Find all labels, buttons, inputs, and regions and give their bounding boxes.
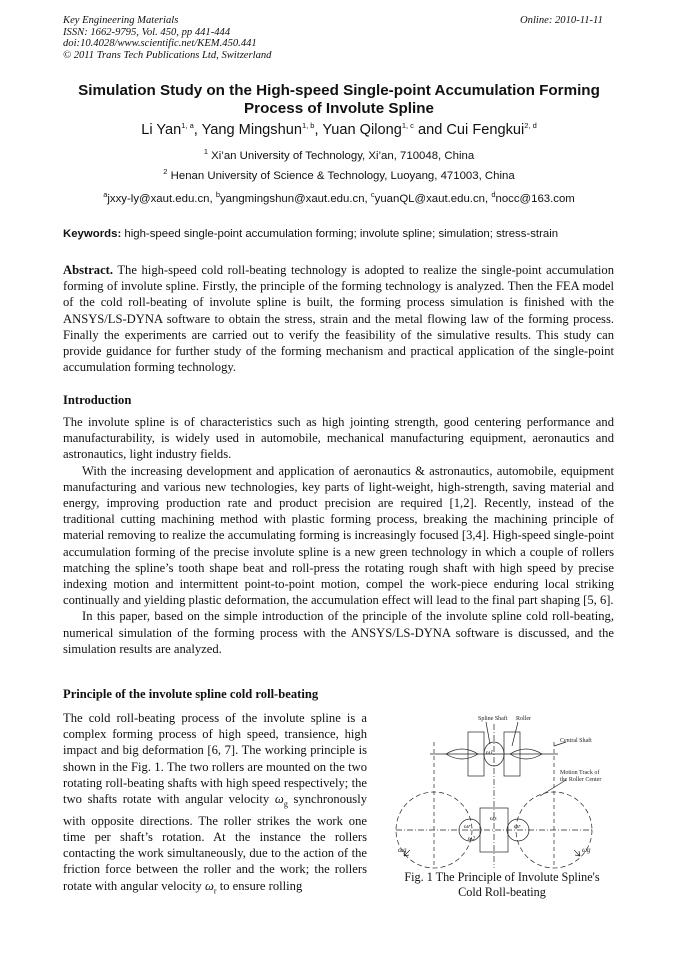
label-ws: ωs	[490, 816, 497, 822]
label-motion-track-2: the Roller Center	[560, 777, 602, 783]
affiliation-1	[40, 147, 638, 162]
label-w2: ω2	[468, 836, 476, 842]
author-name: , Yuan Qilong	[314, 122, 402, 138]
principle-body	[63, 710, 367, 899]
paragraph	[63, 710, 367, 899]
label-spline-shaft: Spline Shaft	[478, 716, 508, 722]
label-motion-track-1: Motion Track of	[560, 770, 600, 776]
email-sup: c	[370, 190, 375, 200]
text-run: to ensure rolling	[216, 878, 303, 893]
caption-line-2: Cold Roll-beating	[458, 885, 546, 899]
author-name: Li Yan	[141, 122, 182, 138]
paragraph: The involute spline is of characteristics such as high jointing strength, good centering performance and manufacturability, is widely used in automobile, mechanical manufacturing equipment, aeronautics and astronautics, light industry fields.	[63, 415, 614, 462]
arrow-wg-right	[574, 850, 580, 856]
email-sup: d	[491, 190, 496, 200]
keywords	[63, 228, 623, 240]
author-sup: 1, b	[301, 121, 315, 131]
abstract-label: Abstract.	[63, 263, 114, 277]
author-list	[40, 122, 638, 138]
abstract	[63, 262, 614, 375]
email-link[interactable]: jxxy-ly@xaut.edu.cn,	[107, 193, 216, 205]
author-name: and Cui Fengkui	[413, 122, 525, 138]
title-line-2: Process of Involute Spline	[244, 100, 434, 117]
aff-sup: 1	[203, 147, 208, 157]
leader-spline-shaft	[486, 722, 490, 744]
aff-text: Xi’an University of Technology, Xi’an, 710048, China	[208, 150, 475, 162]
aff-text: Henan University of Science & Technology, Luoyang, 471003, China	[167, 170, 515, 182]
section-heading-principle: Principle of the involute spline cold roll-beating	[63, 687, 319, 701]
journal-issn: ISSN: 1662-9795, Vol. 450, pp 441-444	[63, 26, 231, 38]
label-wr-left: ωr	[464, 824, 471, 830]
keywords-text: high-speed single-point accumulation forming; involute spline; simulation; stress-strain	[121, 228, 559, 240]
author-name: , Yang Mingshun	[193, 122, 302, 138]
label-w1: ω1	[486, 750, 494, 756]
introduction-body	[63, 414, 614, 657]
title-line-1: Simulation Study on the High-speed Single-point Accumulation Forming	[78, 82, 600, 99]
paper-title	[40, 82, 638, 118]
email-link[interactable]: nocc@163.com	[495, 193, 575, 205]
author-sup: 1, a	[181, 121, 194, 131]
section-heading-introduction: Introduction	[63, 393, 132, 407]
email-link[interactable]: yuanQL@xaut.edu.cn,	[374, 193, 492, 205]
online-date: Online: 2010-11-11	[520, 15, 603, 26]
affiliation-2	[40, 167, 638, 182]
email-link[interactable]: yangmingshun@xaut.edu.cn,	[219, 193, 371, 205]
label-wg-left: ωg	[398, 846, 407, 854]
email-list	[40, 190, 638, 205]
text-run: The cold roll-beating process of the involute spline is a complex forming process of high speed, transience, high impact and big deformation [6, 7]. The working principle is shown in the Fig. 1. The two rollers are mounted on the two rotating roll-beating shafts with high speed respectively; the two shafts rotate with angular velocity	[63, 711, 367, 807]
omega-symbol: ω	[274, 792, 284, 807]
label-roller: Roller	[516, 716, 531, 722]
text-run: synchronously with opposite directions. The roller strikes the work one time per shaft’s rotation. At the instance the rollers contacting the work simultaneously, due to the action of the friction force between the roller and the work; the rollers rotate with angular velocity	[63, 792, 367, 893]
journal-copyright: © 2011 Trans Tech Publications Ltd, Switzerland	[63, 49, 272, 61]
email-sup: b	[215, 190, 220, 200]
caption-line-1: Fig. 1 The Principle of Involute Spline's	[404, 870, 600, 884]
journal-doi: doi:10.4028/www.scientific.net/KEM.450.441	[63, 38, 257, 50]
paragraph: In this paper, based on the simple introduction of the principle of the involute spline cold roll-beating, numerical simulation of the forming process with the ANSYS/LS-DYNA software is discussed, and the simulation results are analyzed.	[63, 609, 614, 656]
figure-caption	[380, 870, 624, 900]
email-sup: a	[103, 190, 108, 200]
keywords-label: Keywords:	[63, 228, 122, 240]
label-central-shaft: Central Shaft	[560, 738, 592, 744]
author-sup: 1, c	[401, 121, 414, 131]
author-sup: 2, d	[524, 121, 537, 131]
leader-roller	[512, 722, 518, 746]
paragraph: With the increasing development and application of aeronautics & astronautics, automobile, equipment manufacturing and various new technologies, key parts of light-weight, high-strength, saving material and energy, improving production rate and product precision are required [1,2]. Recently, instead of the traditional cutting machining method with plastic forming process, breaking the machining principle of material removing to realize the accumulating forming is increasingly focused [3,4]. High-speed single-point accumulation forming of the precise involute spline is a new green technology in which a couple of rollers matching the spline’s tooth shape beat and roll-press the rotating rough shaft with high speed by precise indexing motion and intermittent point-to-point motion, compel the work-piece enduring local striking continually and yielding plastic deformation, the accumulation effect will lead to the final part shaping [5, 6].	[63, 463, 614, 608]
label-wg-right: ωg	[582, 846, 591, 854]
abstract-text: The high-speed cold roll-beating technology is adopted to realize the single-point accumulation forming of involute spline. Firstly, the principle of the forming technology is analyzed. Then the FEA model of the cold roll-beating of involute spline is built, the forming process simulation is finished with the ANSYS/LS-DYNA software to obtain the stress, strain and the metal flowing law of the forming process. Finally the experiments are carried out to verify the feasibility of the simulative results. This study can provide guidance for further study of the forming mechanism and practical application of the single-point accumulation forming technology.	[63, 263, 614, 375]
journal-name: Key Engineering Materials	[63, 15, 179, 26]
omega-symbol: ω	[204, 878, 214, 893]
figure-1-diagram	[390, 712, 614, 870]
omega-sub: g	[283, 799, 288, 809]
omega-sub: r	[213, 886, 217, 896]
aff-sup: 2	[163, 167, 168, 177]
label-wr-right: ωr	[514, 824, 521, 830]
journal-header	[63, 15, 271, 61]
